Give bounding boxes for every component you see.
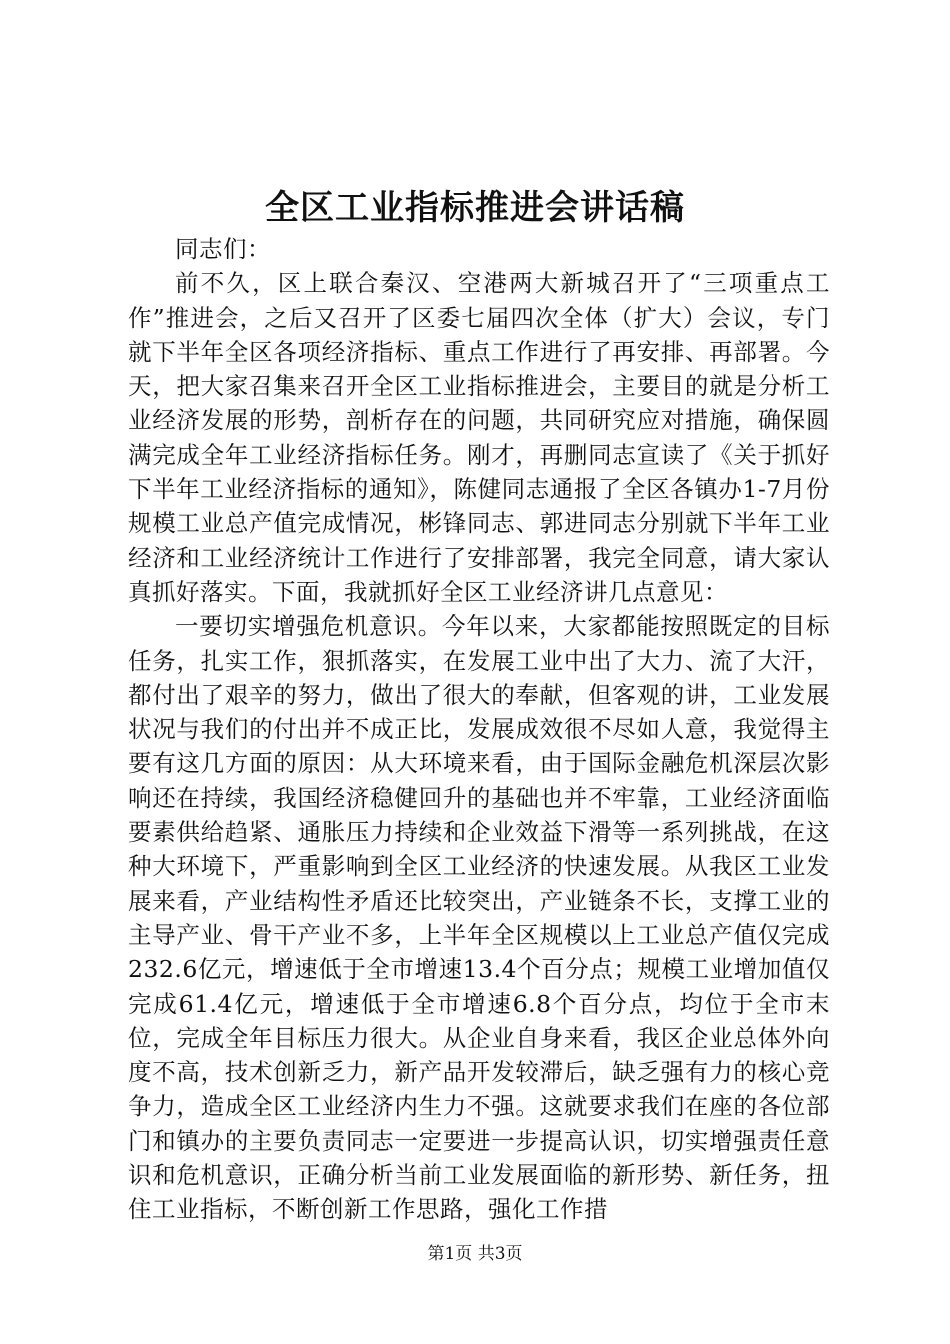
intro-paragraph: 前不久，区上联合秦汉、空港两大新城召开了“三项重点工作”推进会，之后又召开了区委七届四次全体（扩大）会议，专门就下半年全区各项经济指标、重点工作进行了再安排、再部署。今天，把大家召集来召开全区工业指标推进会，主要目的就是分析工业经济发展的形势，剖析存在的问题，共同研究应对措施，确保圆满完成全年工业经济指标任务。刚才，再删同志宣读了《关于抓好下半年工业经济指标的通知》，陈健同志通报了全区各镇办1-7月份规模工业总产值完成情况，彬锋同志、郭进同志分别就下半年工业经济和工业经济统计工作进行了安排部署，我完全同意，请大家认真抓好落实。下面，我就抓好全区工业经济讲几点意见： [128,269,830,606]
document-title: 全区工业指标推进会讲话稿 [265,188,685,228]
crisis-awareness-paragraph: 一要切实增强危机意识。今年以来，大家都能按照既定的目标任务，扎实工作，狠抓落实，在发展工业中出了大力、流了大汗，都付出了艰辛的努力，做出了很大的奉献，但客观的讲，工业发展状况与我们的付出并不成正比，发展成效很不尽如人意，我觉得主要有这几方面的原因：从大环境来看，由于国际金融危机深层次影响还在持续，我国经济稳健回升的基础也并不牢靠，工业经济面临要素供给趋紧、通胀压力持续和企业效益下滑等一系列挑战，在这种大环境下，严重影响到全区工业经济的快速发展。从我区工业发展来看，产业结构性矛盾还比较突出，产业链条不长，支撑工业的主导产业、骨干产业不多，上半年全区规模以上工业总产值仅完成232.6亿元，增速低于全市增速13.4个百分点；规模工业增加值仅完成61.4亿元，增速低于全市增速6.8个百分点，均位于全市末位，完成全年目标压力很大。从企业自身来看，我区企业总体外向度不高，技术创新乏力，新产品开发较滞后，缺乏强有力的核心竞争力，造成全区工业经济内生力不强。这就要求我们在座的各位部门和镇办的主要负责同志一定要进一步提高认识，切实增强责任意识和危机意识，正确分析当前工业发展面临的新形势、新任务，扭住工业指标，不断创新工作思路，强化工作措 [128,612,830,1224]
document-body [128,232,830,1227]
salutation-paragraph: 同志们： [175,235,271,263]
page-number-footer: 第1页 共3页 [427,1244,523,1264]
